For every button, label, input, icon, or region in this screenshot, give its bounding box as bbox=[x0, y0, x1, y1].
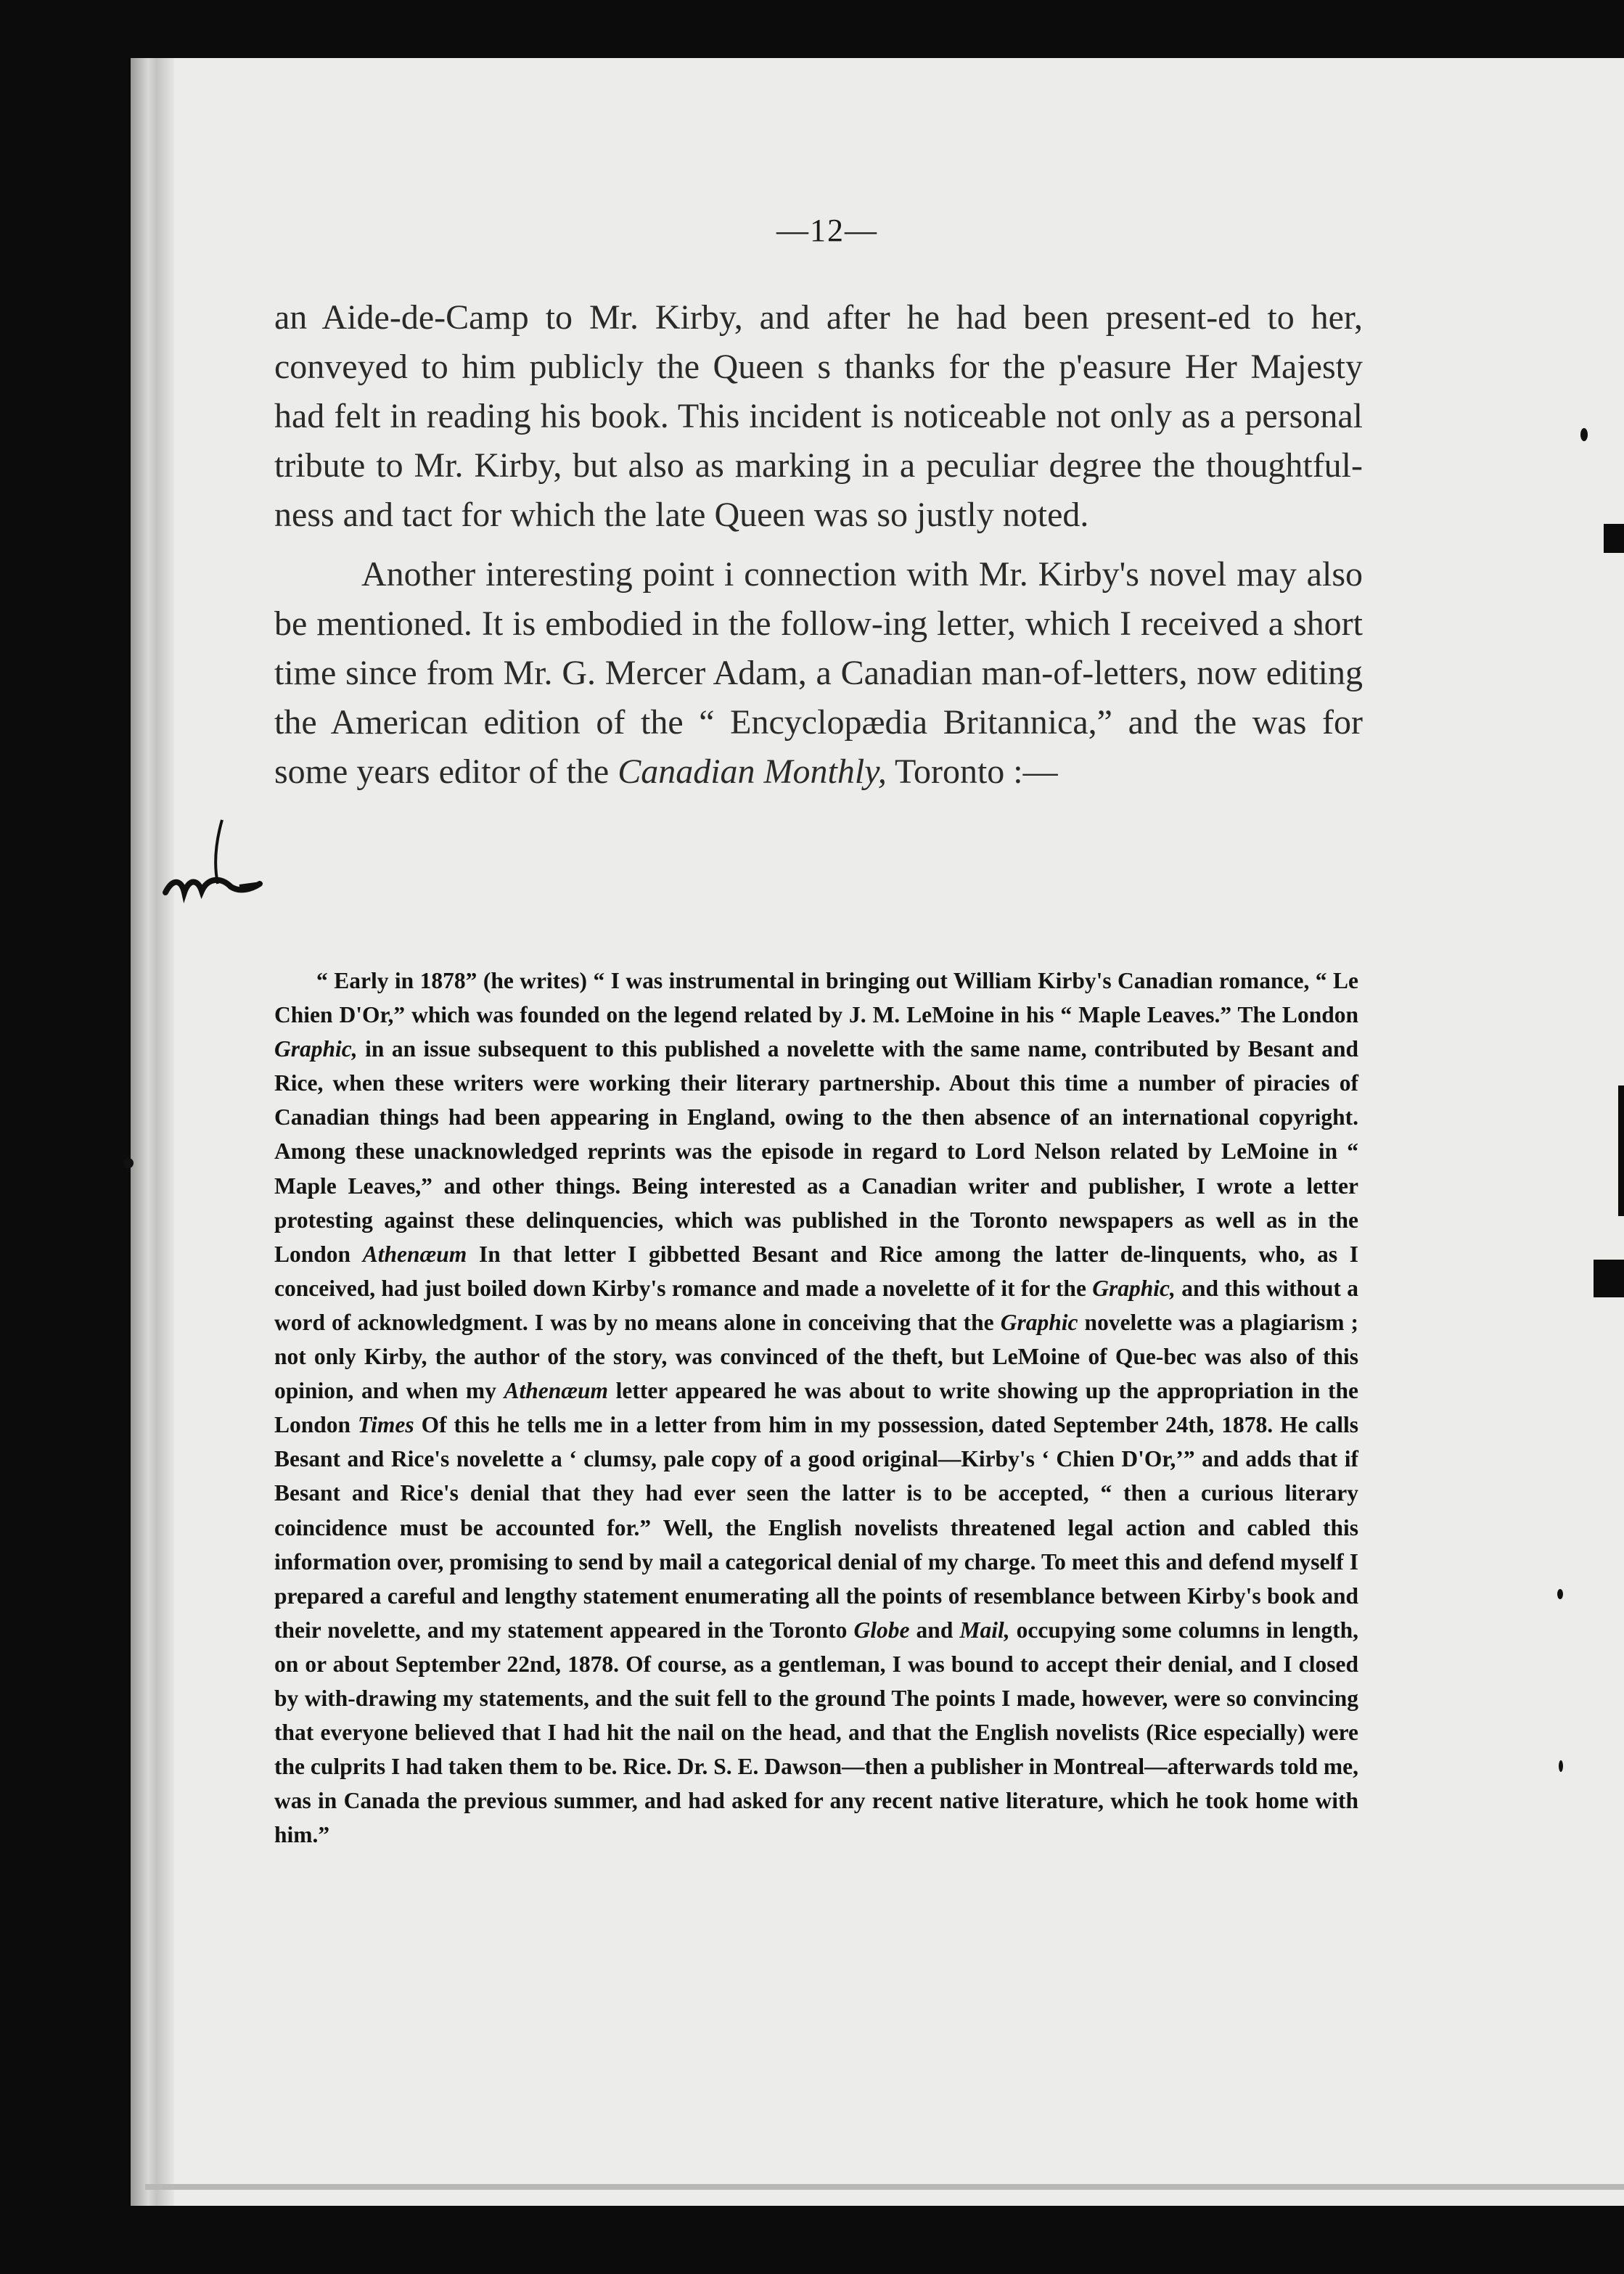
quote-segment: “ Early in 1878” (he writes) “ I was instrumental in bringing out William Kirby's Canadian romance, “ Le Chien D'Or,” which was founded on the legend related by J. M. LeMoine in his “ Maple Leaves.” The London bbox=[274, 968, 1358, 1028]
quote-segment: Of this he tells me in a letter from him in my possession, dated September 24th, 1878. He calls Besant and Rice's novelette a ‘ clumsy, pale copy of a good original—Kirby's ‘ Chien D'Or,’” and adds that if Besant and Rice's denial that they had ever seen the latter is to be accepted, “ then a curious literary coincidence must be accounted for.” Well, the English novelists threatened legal action and cabled this information over, promising to send by mail a categorical denial of my charge. To meet this and defend myself I prepared a careful and lengthy statement enumerating all the points of resemblance between Kirby's book and their novelette, and my statement appeared in the Toronto bbox=[274, 1412, 1358, 1643]
quote-italic-title: Athenæum bbox=[504, 1378, 608, 1404]
scan-edge-mark bbox=[1604, 524, 1624, 553]
quote-italic-title: Times bbox=[358, 1412, 414, 1438]
paragraph-2 bbox=[274, 550, 1363, 797]
quote-segment: occupying some columns in length, on or about September 22nd, 1878. Of course, as a gentleman, I was bound to accept their denial, and I closed by with-drawing my statements, and the suit fell to the ground The points I made, however, were so convincing that everyone believed that I had hit the nail on the head, and that the English novelists (Rice especially) were the culprits I had taken them to be. Rice. Dr. S. E. Dawson—then a publisher in Montreal—afterwards told me, was in Canada the previous summer, and had asked for any recent native literature, which he took home with him.” bbox=[274, 1617, 1358, 1848]
publication-title: Canadian Monthly, bbox=[618, 752, 887, 791]
quote-italic-title: Mail, bbox=[959, 1617, 1010, 1643]
quote-italic-title: Globe bbox=[853, 1617, 910, 1643]
quote-italic-title: Graphic bbox=[1000, 1309, 1078, 1335]
handwritten-margin-mark bbox=[155, 811, 264, 906]
page-number: —12— bbox=[776, 213, 878, 248]
page-speck bbox=[123, 1158, 134, 1168]
page-bottom-edge bbox=[145, 2184, 1624, 2190]
page-speck bbox=[1580, 428, 1588, 441]
quote-italic-title: Graphic, bbox=[274, 1036, 358, 1062]
quote-italic-title: Graphic, bbox=[1092, 1275, 1176, 1301]
quoted-letter-text bbox=[274, 964, 1358, 1852]
quote-segment: and bbox=[909, 1617, 960, 1643]
page-speck bbox=[1557, 1589, 1563, 1599]
quote-segment: In that letter I gibbetted Besant and Rice among the latter de-linquents, who, as I conceived, had just boiled down Kirby's romance and made a novelette of it for the bbox=[274, 1241, 1358, 1301]
page-binding-edge bbox=[131, 58, 174, 2206]
main-text bbox=[274, 293, 1363, 797]
paragraph-1: an Aide-de-Camp to Mr. Kirby, and after he had been present-ed to her, conveyed to him publicly the Queen s thanks for the p'easure Her Majesty had felt in reading his book. This incident is noticeable not only as a personal tribute to Mr. Kirby, but also as marking in a peculiar degree the thoughtful-ness and tact for which the late Queen was so justly noted. bbox=[274, 298, 1363, 534]
quote-segment: and this without a word of acknowledgment. I was by no means alone in conceiving that the bbox=[274, 1275, 1358, 1335]
scan-edge-mark bbox=[1594, 1260, 1624, 1297]
scan-edge-mark bbox=[1618, 1085, 1624, 1216]
page-speck bbox=[1559, 1760, 1563, 1772]
quote-segment: letter appeared he was about to write showing up the appropriation in the London bbox=[274, 1378, 1359, 1438]
quote-segment: in an issue subsequent to this published a novelette with the same name, contributed by Besant and Rice, when these writers were working their literary partnership. About this time a number of piracies of Canadian things had been appearing in England, owing to the then absence of an international copyright. Among these unacknowledged reprints was the episode in regard to Lord Nelson related by LeMoine in “ Maple Leaves,” and other things. Being interested as a Canadian writer and publisher, I wrote a letter protesting against these delinquencies, which was published in the Toronto newspapers as well as in the London bbox=[274, 1036, 1358, 1267]
quoted-letter bbox=[274, 964, 1358, 1852]
quote-italic-title: Athenæum bbox=[362, 1241, 467, 1267]
paragraph-2-text: Another interesting point i connection with Mr. Kirby's novel may also be mentioned. It is embodied in the follow-ing letter, which I received a short time since from Mr. G. Mercer Adam, a Canadian man-of-letters, now editing the American edition of the “ Encyclopædia Britannica,” and the was for some years editor of the bbox=[274, 555, 1363, 791]
paragraph-2-end: Toronto :— bbox=[895, 752, 1058, 791]
quote-segment: novelette was a plagiarism ; not only Kirby, the author of the story, was convinced of the theft, but LeMoine of Que-bec was also of this opinion, and when my bbox=[274, 1309, 1358, 1404]
